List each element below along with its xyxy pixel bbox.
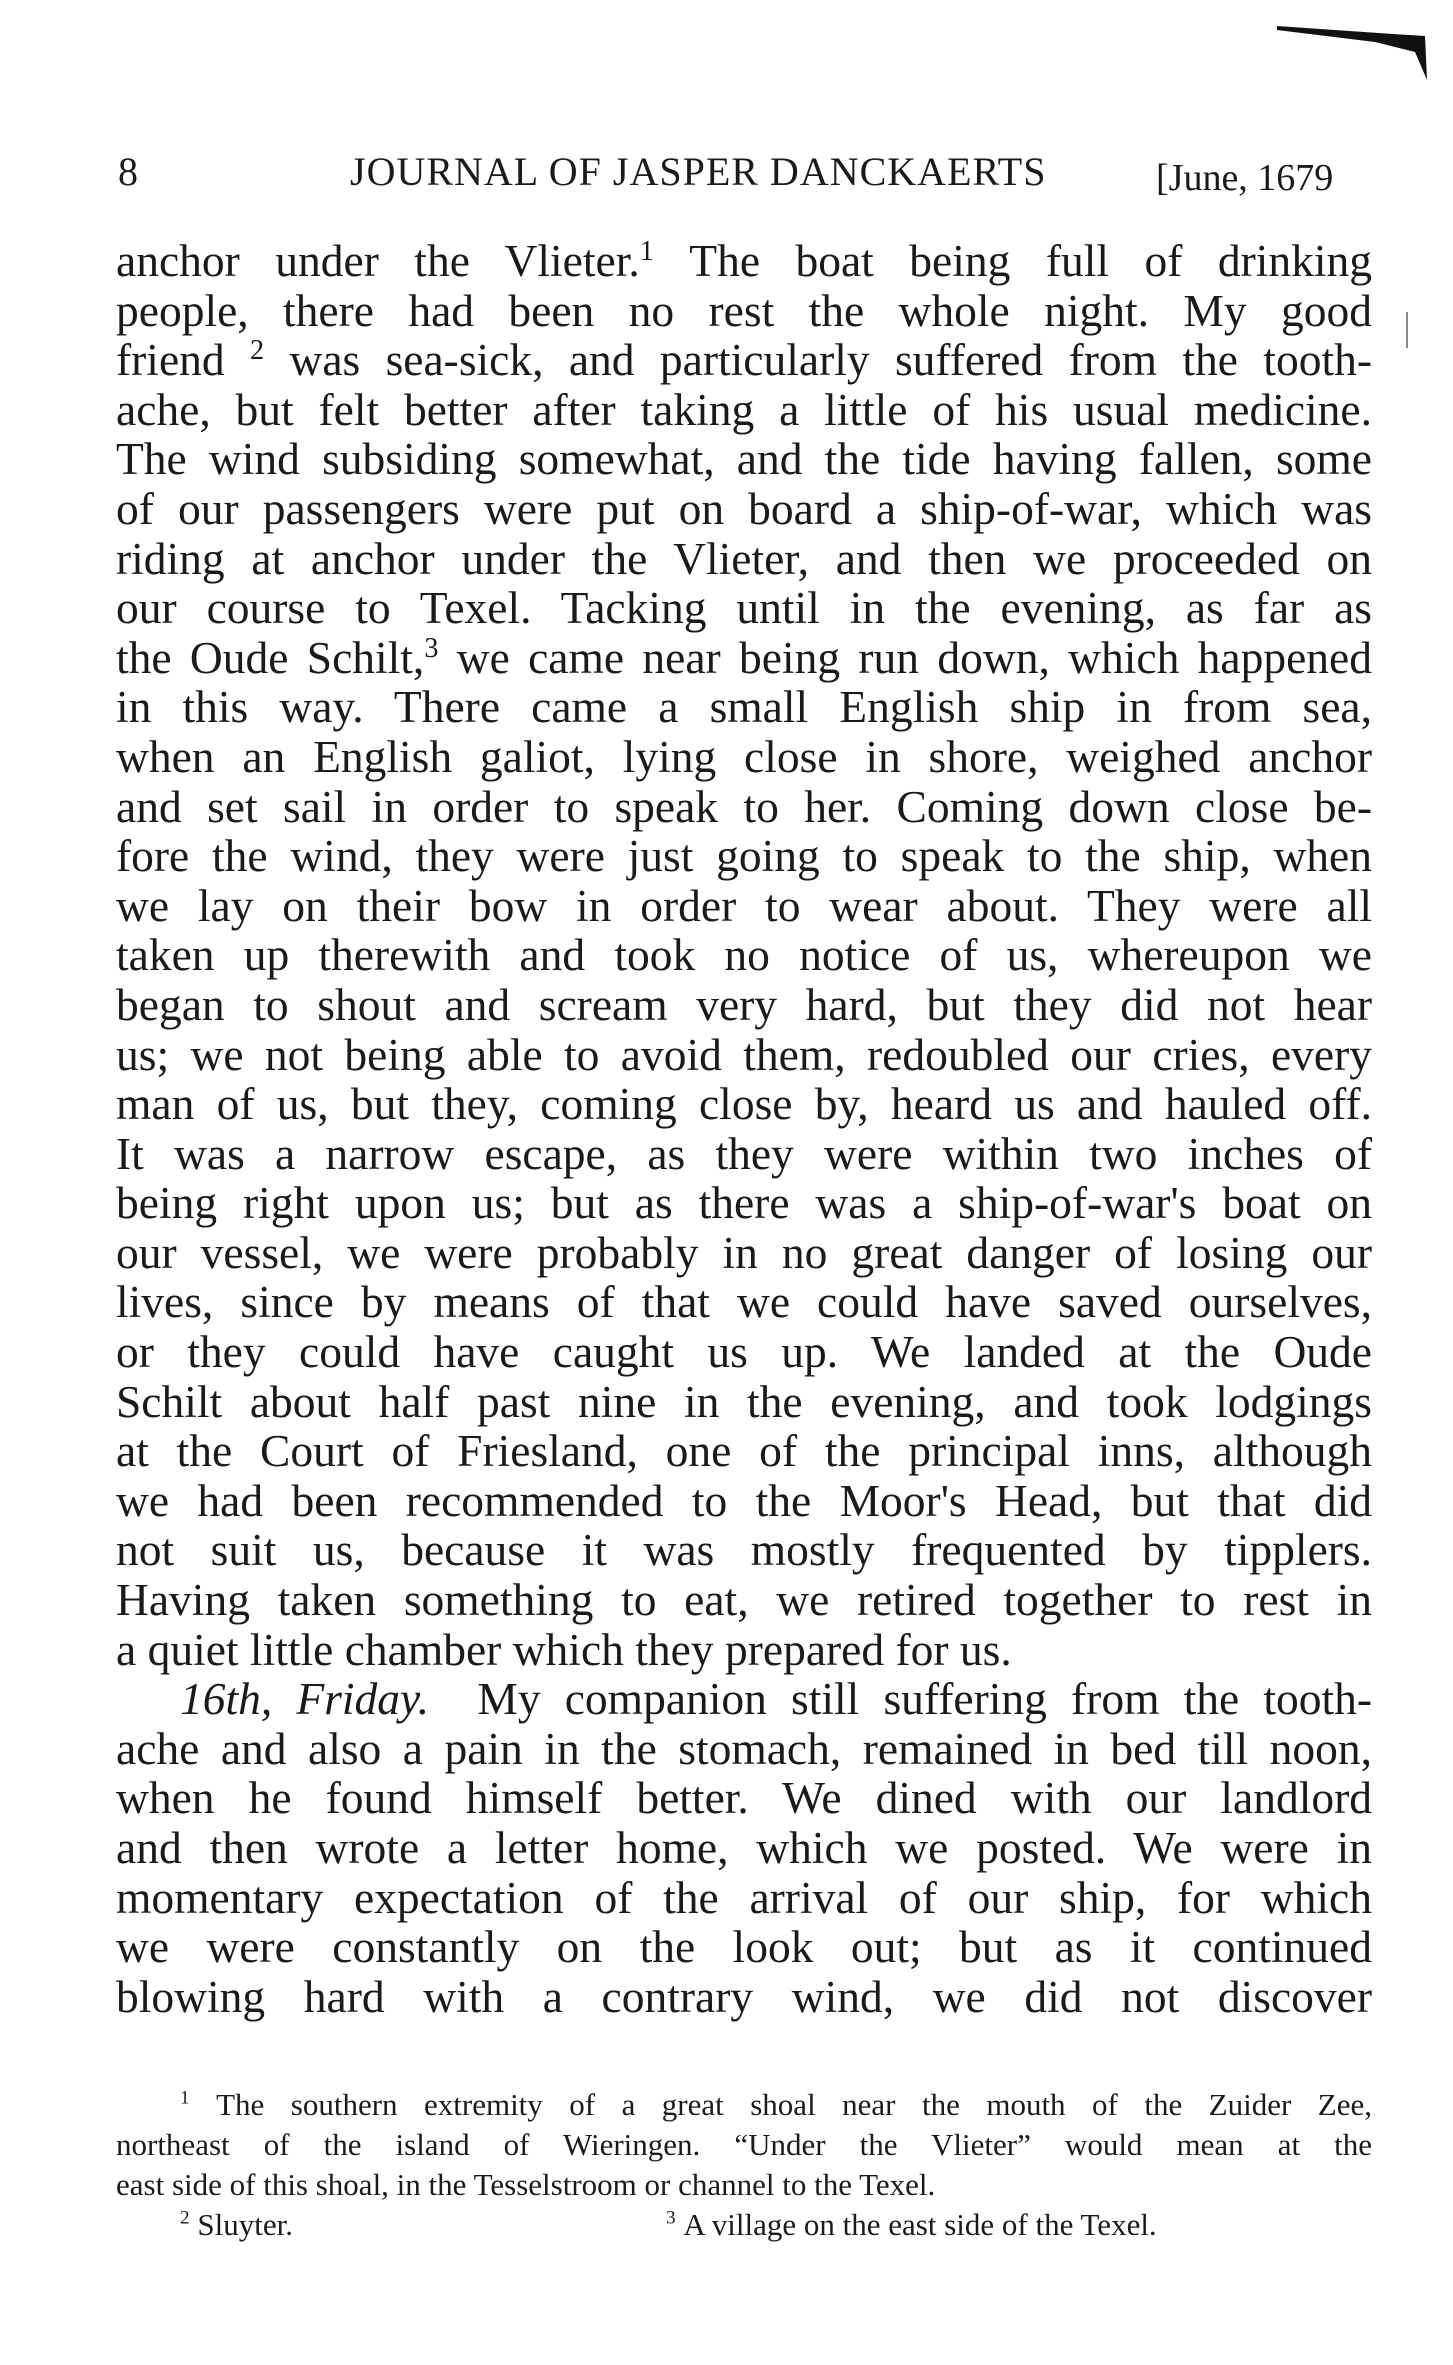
- page-corner-mark: [1275, 22, 1435, 82]
- margin-mark: [1406, 312, 1408, 348]
- text-line: fore the wind, they were just going to speak to the ship, when: [116, 830, 1372, 882]
- text-line: and then wrote a letter home, which we posted. We were in: [116, 1822, 1372, 1873]
- footnote-2: $^2$ Sluyter.: [180, 2207, 293, 2242]
- footnote-mark: 1: [180, 2087, 190, 2109]
- footnote-3: $^3$ A village on the east side of the Texel.: [666, 2207, 1157, 2242]
- text-line: blowing hard with a contrary wind, we did not discover: [116, 1970, 1372, 2022]
- page-number: 8: [118, 149, 138, 194]
- text-line: in this way. There came a small English ship in from sea,: [116, 681, 1372, 733]
- text-line: Schilt about half past nine in the evening, and took lodgings: [116, 1375, 1372, 1427]
- text-line: when he found himself better. We dined with our landlord: [116, 1772, 1372, 1824]
- text-line: man of us, but they, coming close by, heard us and hauled off.: [116, 1078, 1372, 1130]
- text-line: or they could have caught us up. We landed at the Oude: [116, 1326, 1372, 1378]
- text-line: at the Court of Friesland, one of the principal inns, although: [116, 1425, 1372, 1477]
- text-line: Having taken something to eat, we retired together to rest in: [116, 1574, 1372, 1626]
- text-line: momentary expectation of the arrival of our ship, for which: [116, 1871, 1372, 1923]
- text-line: and set sail in order to speak to her. Coming down close be-: [116, 780, 1372, 832]
- text-line: when an English galiot, lying close in shore, weighed anchor: [116, 730, 1372, 782]
- footnote-mark: 2: [250, 335, 265, 367]
- text-line: our course to Texel. Tacking until in the evening, as far as: [116, 582, 1372, 634]
- text-line: the Oude Schilt,$^3$ we came near being run down, which happened: [116, 631, 1372, 683]
- text-line: taken up therewith and took no notice of us, whereupon we: [116, 929, 1372, 981]
- text-line: ache and also a pain in the stomach, remained in bed till noon,: [116, 1722, 1372, 1774]
- text-line: riding at anchor under the Vlieter, and then we proceeded on: [116, 532, 1372, 584]
- entry-line: 16th, Friday. My companion still suffering from the tooth-: [180, 1673, 1373, 1725]
- text-line: It was a narrow escape, as they were within two inches of: [116, 1127, 1372, 1179]
- text-line: being right upon us; but as there was a ship-of-war's boat on: [116, 1177, 1372, 1229]
- text-line: ache, but felt better after taking a little of his usual medicine.: [116, 383, 1372, 435]
- text-line: us; we not being able to avoid them, redoubled our cries, every: [116, 1028, 1372, 1080]
- text-line: a quiet little chamber which they prepared for us.: [116, 1623, 1012, 1675]
- entry-date: 16th, Friday.: [180, 1673, 430, 1725]
- text-line: we lay on their bow in order to wear about. They were all: [116, 879, 1372, 931]
- header-date: [June, 1679: [1156, 157, 1334, 199]
- text-line: lives, since by means of that we could have saved ourselves,: [116, 1276, 1372, 1328]
- footnote-mark: 1: [639, 235, 654, 267]
- text-line: we were constantly on the look out; but as it continued: [116, 1921, 1372, 1973]
- text-line: not suit us, because it was mostly frequented by tipplers.: [116, 1524, 1372, 1576]
- footnote-row: [116, 2205, 1372, 2245]
- text-line: people, there had been no rest the whole night. My good: [116, 284, 1372, 336]
- footnote-1-line: east side of this shoal, in the Tesselstroom or channel to the Texel.: [116, 2167, 936, 2202]
- running-title: JOURNAL OF JASPER DANCKAERTS: [350, 149, 1047, 194]
- footnotes: [116, 2085, 1372, 2245]
- footnote-mark: 3: [424, 632, 439, 664]
- text-line: The wind subsiding somewhat, and the tide having fallen, some: [116, 433, 1372, 485]
- footnote-1-line: $^1$ The southern extremity of a great shoal near the mouth of the Zuider Zee,: [180, 2087, 1372, 2122]
- footnote-1-line: northeast of the island of Wieringen. “Under the Vlieter” would mean at the: [116, 2127, 1372, 2162]
- running-header: [118, 142, 1374, 202]
- text-line: began to shout and scream very hard, but they did not hear: [116, 978, 1372, 1030]
- text-line: we had been recommended to the Moor's Head, but that did: [116, 1474, 1372, 1526]
- text-line: our vessel, we were probably in no great danger of losing our: [116, 1226, 1372, 1278]
- text-line: anchor under the Vlieter.$^1$ The boat being full of drinking: [116, 235, 1373, 286]
- journal-body: [116, 236, 1372, 2021]
- text-line: of our passengers were put on board a ship-of-war, which was: [116, 482, 1372, 534]
- text-line: friend $^2$ was sea-sick, and particularly suffered from the tooth-: [116, 334, 1372, 386]
